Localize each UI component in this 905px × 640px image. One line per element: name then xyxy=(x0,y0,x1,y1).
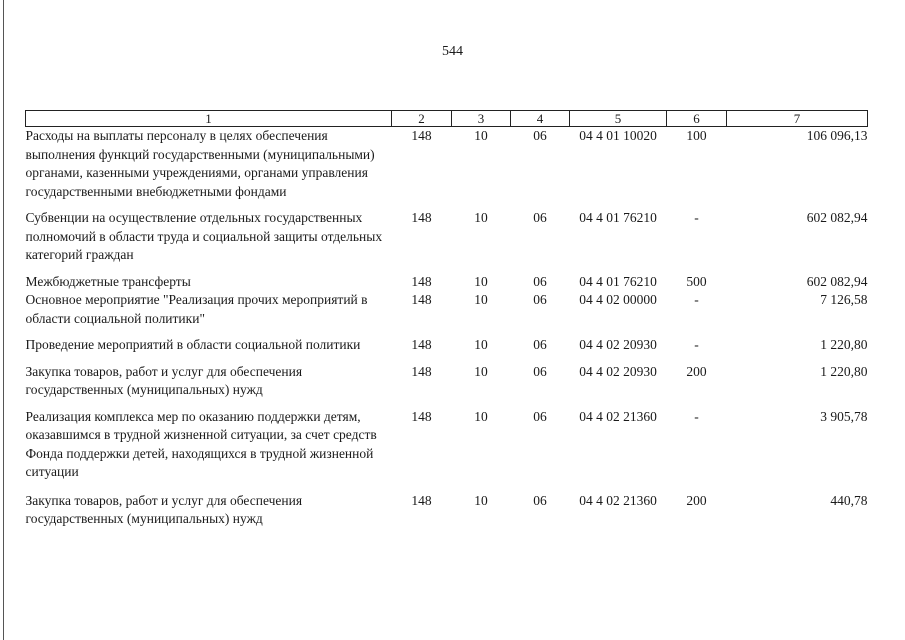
row-code-subsection: 06 xyxy=(533,273,547,289)
row-code-subsection: 06 xyxy=(533,337,547,352)
table-row xyxy=(26,363,868,408)
row-name: Расходы на выплаты персоналу в целях обеспечения выполнения функций государственными (муниципальными) органами, казенными учреждениями, органами управления государственными внебюджетными фондами xyxy=(25,128,375,199)
row-code-section: 10 xyxy=(474,210,488,225)
row-code-ministry: 148 xyxy=(411,128,432,143)
row-code-ministry: 148 xyxy=(411,210,432,225)
row-name: Реализация комплекса мер по оказанию поддержки детям, оказавшимся в трудной жизненной ситуации, за счет средств Фонда поддержки детей, находящихся в трудной жизненной ситуации xyxy=(25,408,377,479)
row-code-target: 04 4 01 76210 xyxy=(579,210,657,225)
table-row xyxy=(26,127,868,210)
row-code-expense-type: - xyxy=(694,210,699,225)
column-header-1: 1 xyxy=(26,111,392,127)
column-header-3: 3 xyxy=(452,111,511,127)
column-header-7: 7 xyxy=(727,111,868,127)
row-code-subsection: 06 xyxy=(533,408,547,424)
row-name: Закупка товаров, работ и услуг для обеспечения государственных (муниципальных) нужд xyxy=(25,492,303,526)
row-code-expense-type: - xyxy=(694,408,699,424)
row-amount: 3 905,78 xyxy=(820,408,868,424)
row-code-ministry: 148 xyxy=(411,408,432,424)
row-amount: 602 082,94 xyxy=(806,210,868,225)
row-amount: 1 220,80 xyxy=(820,363,868,379)
row-name: Субвенции на осуществление отдельных государственных полномочий в области труда и социальной защиты отдельных категорий граждан xyxy=(25,210,383,262)
table-row xyxy=(26,291,868,336)
row-amount: 7 126,58 xyxy=(820,292,868,307)
row-code-ministry: 148 xyxy=(411,363,432,379)
table-header-row xyxy=(26,111,868,127)
row-code-expense-type: 200 xyxy=(686,492,707,508)
row-code-ministry: 148 xyxy=(411,273,432,289)
left-margin-rule xyxy=(3,0,4,640)
row-code-section: 10 xyxy=(474,408,488,424)
row-code-subsection: 06 xyxy=(533,492,547,508)
row-code-section: 10 xyxy=(474,492,488,508)
row-code-section: 10 xyxy=(474,292,488,307)
row-code-section: 10 xyxy=(474,363,488,379)
column-header-2: 2 xyxy=(392,111,452,127)
row-name: Основное мероприятие "Реализация прочих мероприятий в области социальной политики" xyxy=(25,292,368,326)
table-row xyxy=(26,336,868,363)
row-amount: 440,78 xyxy=(830,492,868,508)
row-code-ministry: 148 xyxy=(411,492,432,508)
row-code-subsection: 06 xyxy=(533,363,547,379)
table-row xyxy=(26,209,868,273)
row-code-expense-type: 100 xyxy=(686,128,707,143)
table-row xyxy=(26,408,868,482)
row-code-expense-type: 200 xyxy=(686,363,707,379)
page-number: 544 xyxy=(442,44,463,59)
column-header-6: 6 xyxy=(667,111,727,127)
row-amount: 106 096,13 xyxy=(806,128,868,143)
row-name: Межбюджетные трансферты xyxy=(25,273,191,289)
row-code-expense-type: 500 xyxy=(686,273,707,289)
row-code-ministry: 148 xyxy=(411,337,432,352)
column-header-5: 5 xyxy=(570,111,667,127)
row-amount: 602 082,94 xyxy=(806,273,868,289)
row-code-section: 10 xyxy=(474,128,488,143)
row-code-target: 04 4 02 20930 xyxy=(579,363,657,379)
row-name: Проведение мероприятий в области социальной политики xyxy=(25,337,361,352)
row-code-target: 04 4 02 00000 xyxy=(579,292,657,307)
row-code-target: 04 4 01 76210 xyxy=(579,273,657,289)
row-code-target: 04 4 02 20930 xyxy=(579,337,657,352)
column-header-4: 4 xyxy=(511,111,570,127)
row-code-expense-type: - xyxy=(694,337,699,352)
table-row xyxy=(26,482,868,529)
row-code-section: 10 xyxy=(474,273,488,289)
row-code-subsection: 06 xyxy=(533,210,547,225)
row-code-section: 10 xyxy=(474,337,488,352)
row-code-subsection: 06 xyxy=(533,128,547,143)
row-name: Закупка товаров, работ и услуг для обеспечения государственных (муниципальных) нужд xyxy=(25,363,303,397)
table-row xyxy=(26,273,868,292)
row-code-expense-type: - xyxy=(694,292,699,307)
budget-table xyxy=(25,110,868,529)
row-code-target: 04 4 02 21360 xyxy=(579,492,657,508)
row-amount: 1 220,80 xyxy=(820,337,868,352)
row-code-target: 04 4 01 10020 xyxy=(579,128,657,143)
row-code-subsection: 06 xyxy=(533,292,547,307)
row-code-target: 04 4 02 21360 xyxy=(579,408,657,424)
row-code-ministry: 148 xyxy=(411,292,432,307)
